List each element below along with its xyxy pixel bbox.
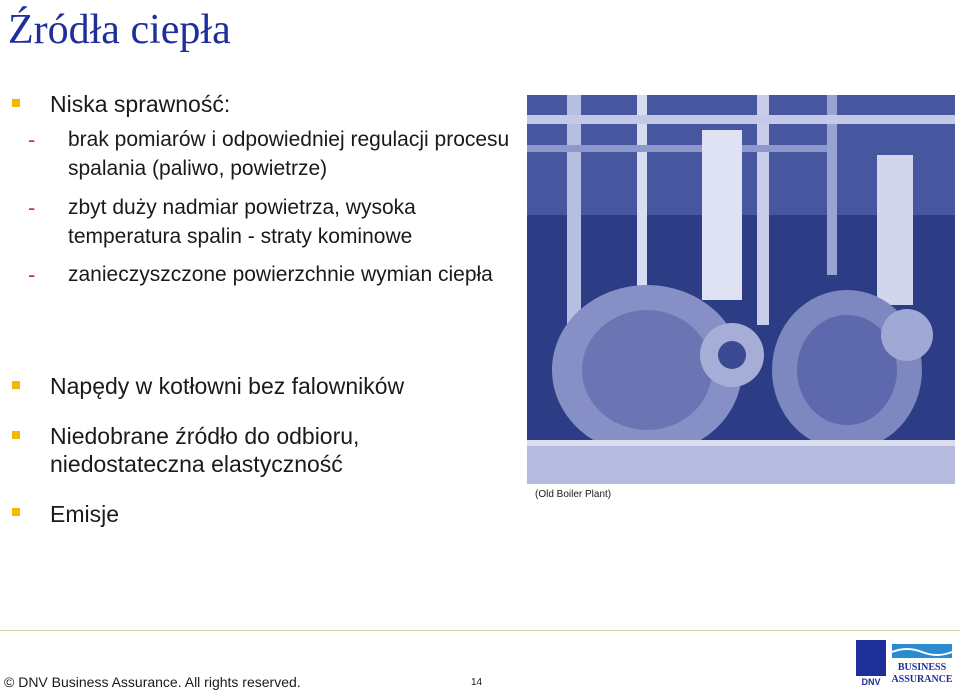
dnv-business-assurance-logo (856, 640, 956, 688)
bullet-emisje: Emisje (50, 501, 120, 527)
dash-marker: - (28, 127, 36, 152)
bullet-niska-sprawnosc: Niska sprawność: (50, 91, 231, 117)
bullet-square-icon (12, 99, 20, 107)
bullet-square-icon (12, 431, 20, 439)
bullet-napedy: Napędy w kotłowni bez falowników (50, 373, 405, 399)
bullet-square-icon (12, 381, 20, 389)
dash-marker: - (28, 195, 36, 220)
bullet-square-icon (12, 508, 20, 516)
subitem-2: zbyt duży nadmiar powietrza, wysoka temperatura spalin - straty kominowe (68, 196, 416, 248)
page-number: 14 (471, 677, 483, 688)
boiler-plant-photo (527, 95, 955, 484)
footer-copyright: © DNV Business Assurance. All rights reserved. (4, 674, 301, 690)
logo-business-text: BUSINESS (897, 662, 947, 673)
photo-caption: (Old Boiler Plant) (535, 489, 612, 500)
subitem-1: brak pomiarów i odpowiedniej regulacji procesu spalania (paliwo, powietrze) (68, 128, 510, 180)
slide-title: Źródła ciepła (8, 7, 231, 53)
logo-dnv-text: DNV (861, 677, 881, 687)
footer-divider (0, 630, 960, 631)
bullet-niedobrane: Niedobrane źródło do odbioru, niedostateczna elastyczność (50, 423, 360, 477)
dash-marker: - (28, 262, 36, 287)
subitem-3: zanieczyszczone powierzchnie wymian ciepła (68, 263, 493, 286)
logo-assurance-text: ASSURANCE (891, 674, 953, 685)
